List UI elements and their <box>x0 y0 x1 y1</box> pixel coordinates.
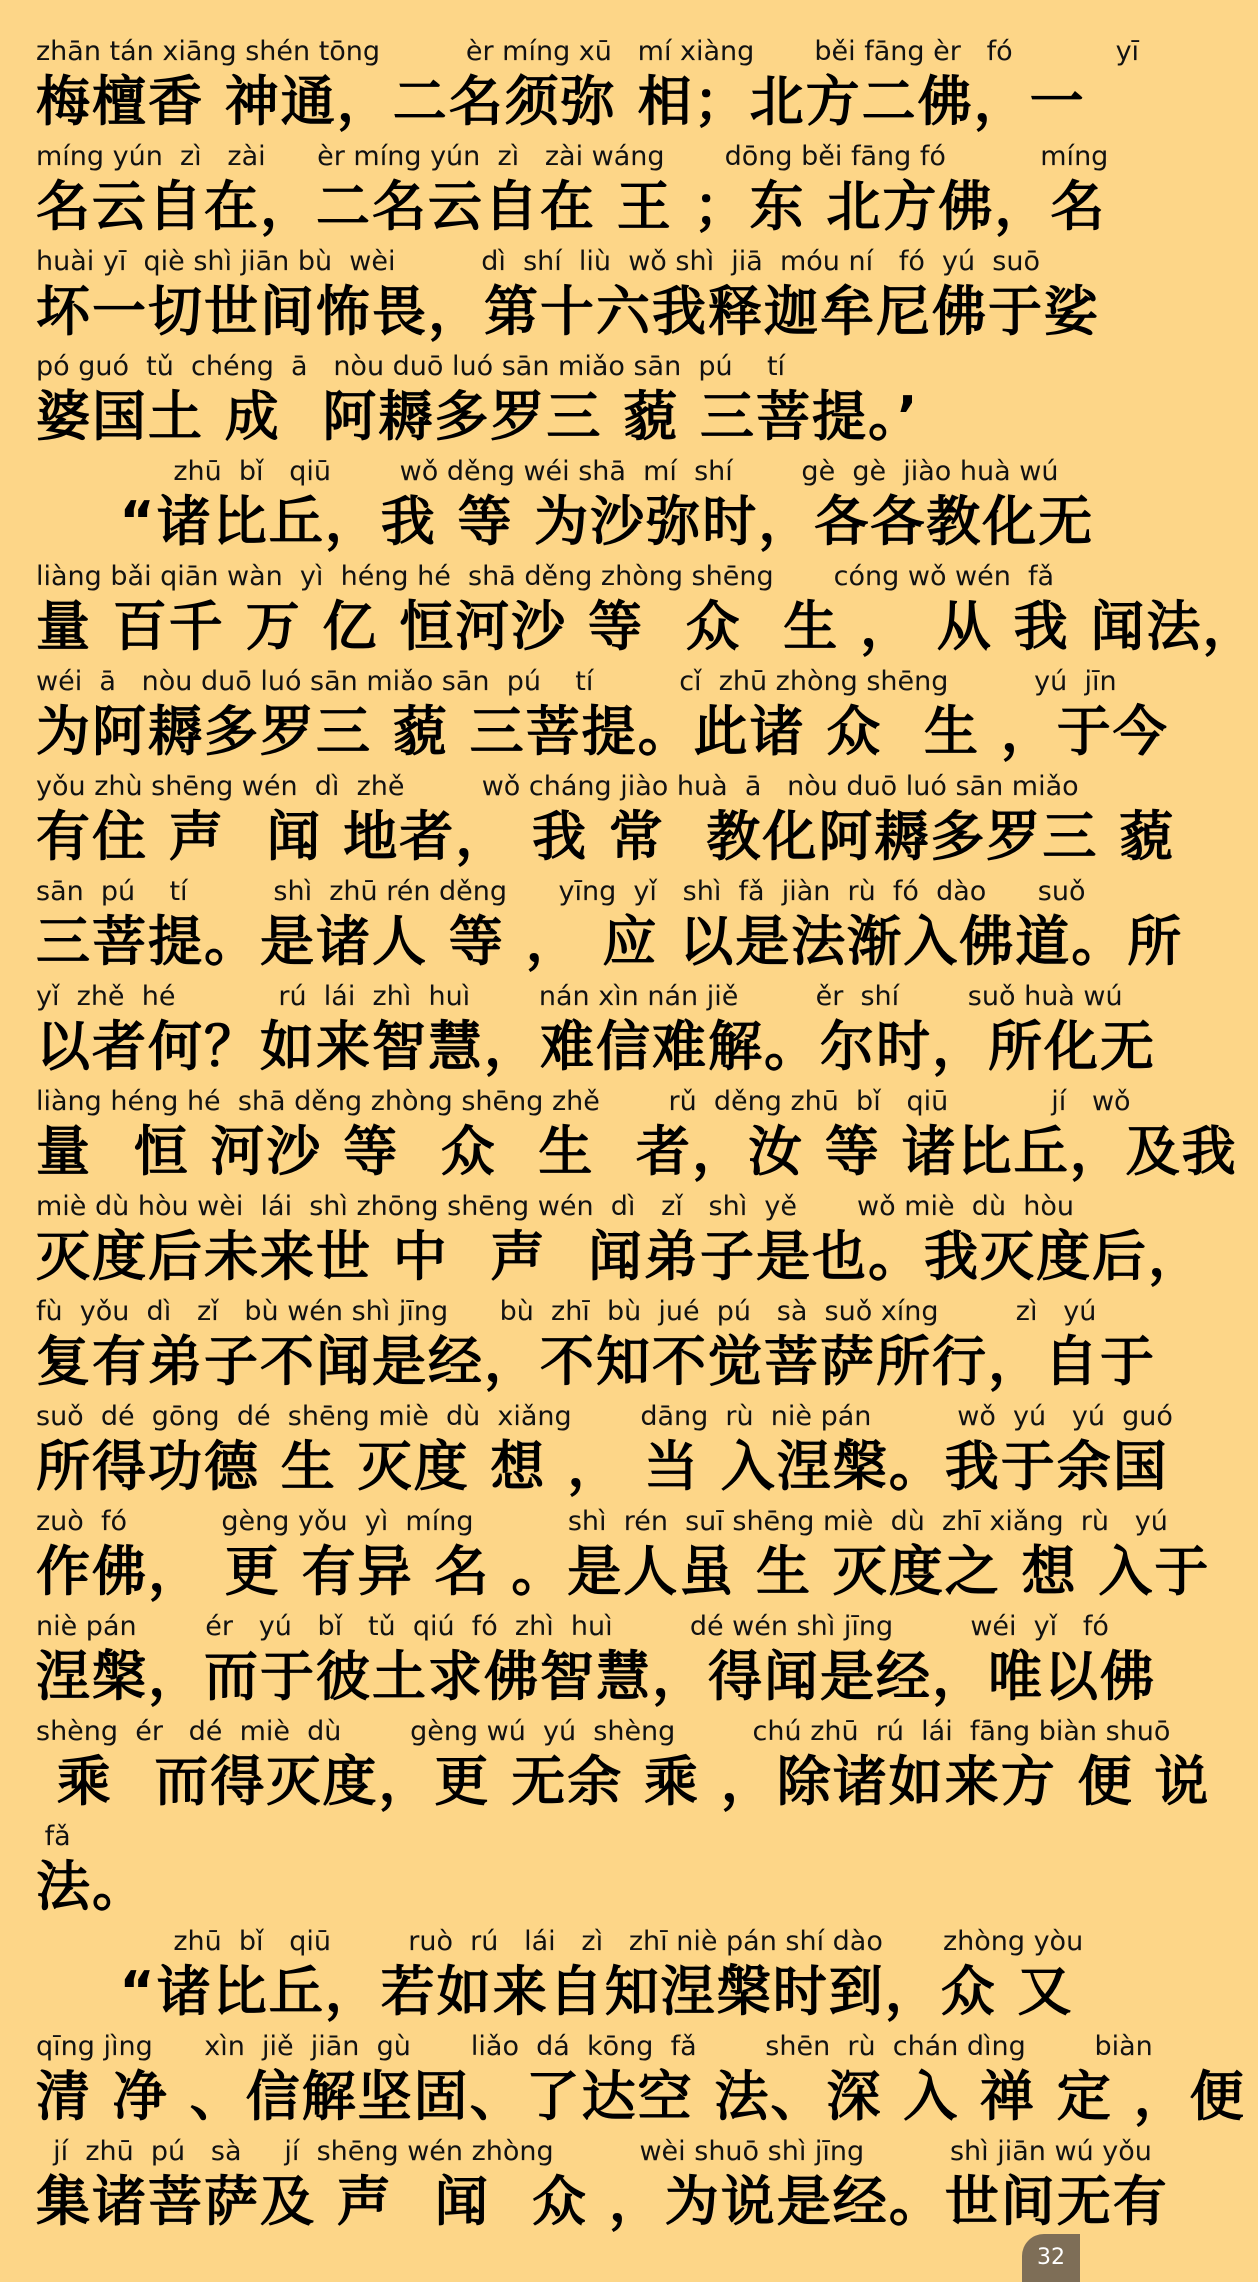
text-line <box>36 979 1156 1079</box>
text-line <box>36 454 1095 554</box>
text-line <box>36 1399 1173 1499</box>
pinyin-annotation: jí zhū pú sà jí shēng wén zhòng wèi shuō shì jīng shì jiān wú yǒu <box>36 2136 1152 2167</box>
pinyin-annotation: zhān tán xiāng shén tōng èr míng xū mí xiàng běi fāng èr fó yī <box>36 36 1140 67</box>
pinyin-annotation: miè dù hòu wèi lái shì zhōng shēng wén dì zǐ shì yě wǒ miè dù hòu <box>36 1191 1074 1222</box>
text-line <box>36 664 1169 764</box>
chinese-text: 灭度后未来世 中 声 闻弟子是也。我灭度后， <box>36 1225 1204 1288</box>
pinyin-annotation: liàng bǎi qiān wàn yì héng hé shā děng zhòng shēng cóng wǒ wén fǎ <box>36 561 1055 592</box>
pinyin-annotation: niè pán ér yú bǐ tǔ qiú fó zhì huì dé wén shì jīng wéi yǐ fó <box>36 1611 1109 1642</box>
chinese-text: 量 百千 万 亿 恒河沙 等 众 生 ， 从 我 闻法， <box>36 595 1258 658</box>
chinese-text: 作佛， 更 有异 名 。是人虽 生 灭度之 想 入于 <box>36 1540 1211 1603</box>
pinyin-annotation: míng yún zì zài èr míng yún zì zài wáng dōng běi fāng fó míng <box>36 141 1109 172</box>
chinese-text: 婆国土 成 阿耨多罗三 藐 三菩提。’ <box>36 385 920 448</box>
pinyin-annotation: sān pú tí shì zhū rén děng yīng yǐ shì fǎ jiàn rù fó dào suǒ <box>36 876 1086 907</box>
text-line <box>36 1294 1156 1394</box>
text-line <box>36 1714 1211 1814</box>
pinyin-annotation: fǎ <box>36 1821 71 1852</box>
text-line <box>36 34 1140 134</box>
pinyin-annotation: pó guó tǔ chéng ā nòu duō luó sān miǎo sān pú tí <box>36 351 786 382</box>
chinese-text: 涅槃，而于彼土求佛智慧，得闻是经，唯以佛 <box>36 1645 1156 1708</box>
pinyin-annotation: qīng jìng xìn jiě jiān gù liǎo dá kōng fǎ shēn rù chán dìng biàn <box>36 2031 1153 2062</box>
chinese-text: 法。 <box>36 1855 148 1918</box>
chinese-text: “诸比丘，若如来自知涅槃时到，众 又 <box>36 1960 1074 2023</box>
text-line <box>36 2029 1246 2129</box>
pinyin-annotation: fù yǒu dì zǐ bù wén shì jīng bù zhī bù jué pú sà suǒ xíng zì yú <box>36 1296 1097 1327</box>
chinese-text: 名云自在，二名云自在 王 ；东 北方佛，名 <box>36 175 1107 238</box>
text-line <box>36 1504 1211 1604</box>
chinese-text: 量 恒 河沙 等 众 生 者，汝 等 诸比丘，及我 <box>36 1120 1238 1183</box>
pinyin-annotation: zuò fó gèng yǒu yì míng shì rén suī shēng miè dù zhī xiǎng rù yú <box>36 1506 1168 1537</box>
pinyin-annotation: zhū bǐ qiū ruò rú lái zì zhī niè pán shí dào zhòng yòu <box>36 1926 1084 1957</box>
text-line <box>36 139 1109 239</box>
pinyin-annotation: wéi ā nòu duō luó sān miǎo sān pú tí cǐ zhū zhòng shēng yú jīn <box>36 666 1117 697</box>
text-line <box>36 1084 1238 1184</box>
chinese-text: “诸比丘，我 等 为沙弥时，各各教化无 <box>36 490 1095 553</box>
text-line <box>36 1189 1204 1289</box>
text-line <box>36 244 1100 344</box>
chinese-text: 三菩提。是诸人 等 ， 应 以是法渐入佛道。所 <box>36 910 1184 973</box>
chinese-text: 为阿耨多罗三 藐 三菩提。此诸 众 生 ，于今 <box>36 700 1169 763</box>
chinese-text: 有住 声 闻 地者， 我 常 教化阿耨多罗三 藐 <box>36 805 1176 868</box>
pinyin-annotation: liàng héng hé shā děng zhòng shēng zhě rǔ děng zhū bǐ qiū jí wǒ <box>36 1086 1131 1117</box>
pinyin-annotation: yǒu zhù shēng wén dì zhě wǒ cháng jiào huà ā nòu duō luó sān miǎo <box>36 771 1079 802</box>
chinese-text: 以者何？如来智慧，难信难解。尔时，所化无 <box>36 1015 1156 1078</box>
pinyin-annotation: suǒ dé gōng dé shēng miè dù xiǎng dāng rù niè pán wǒ yú yú guó <box>36 1401 1173 1432</box>
chinese-text: 清 净 、信解坚固、了达空 法、深 入 禅 定 ，便 <box>36 2065 1246 2128</box>
chinese-text: 复有弟子不闻是经，不知不觉菩萨所行，自于 <box>36 1330 1156 1393</box>
text-line <box>36 874 1184 974</box>
pinyin-annotation: yǐ zhě hé rú lái zhì huì nán xìn nán jiě ěr shí suǒ huà wú <box>36 981 1123 1012</box>
text-line <box>36 349 1046 449</box>
pinyin-annotation: huài yī qiè shì jiān bù wèi dì shí liù wǒ shì jiā móu ní fó yú suō <box>36 246 1040 277</box>
chinese-text: 坏一切世间怖畏，第十六我释迦牟尼佛于娑 <box>36 280 1100 343</box>
chinese-text: 集诸菩萨及 声 闻 众 ，为说是经。世间无有 <box>36 2170 1169 2233</box>
text-line <box>36 1609 1156 1709</box>
page-number-badge: 32 <box>1022 2234 1080 2282</box>
text-line <box>36 2134 1169 2234</box>
chinese-text: 梅檀香 神通，二名须弥 相；北方二佛，一 <box>36 70 1086 133</box>
text-line <box>36 559 1258 659</box>
text-line <box>36 769 1176 869</box>
text-line <box>36 1924 1084 2024</box>
pinyin-annotation: zhū bǐ qiū wǒ děng wéi shā mí shí gè gè jiào huà wú <box>36 456 1059 487</box>
chinese-text: 乘 而得灭度，更 无余 乘 ，除诸如来方 便 说 <box>36 1750 1211 1813</box>
chinese-text: 所得功德 生 灭度 想 ， 当 入涅槃。我于余国 <box>36 1435 1169 1498</box>
pinyin-annotation: shèng ér dé miè dù gèng wú yú shèng chú zhū rú lái fāng biàn shuō <box>36 1716 1171 1747</box>
text-line <box>36 1819 1046 1919</box>
